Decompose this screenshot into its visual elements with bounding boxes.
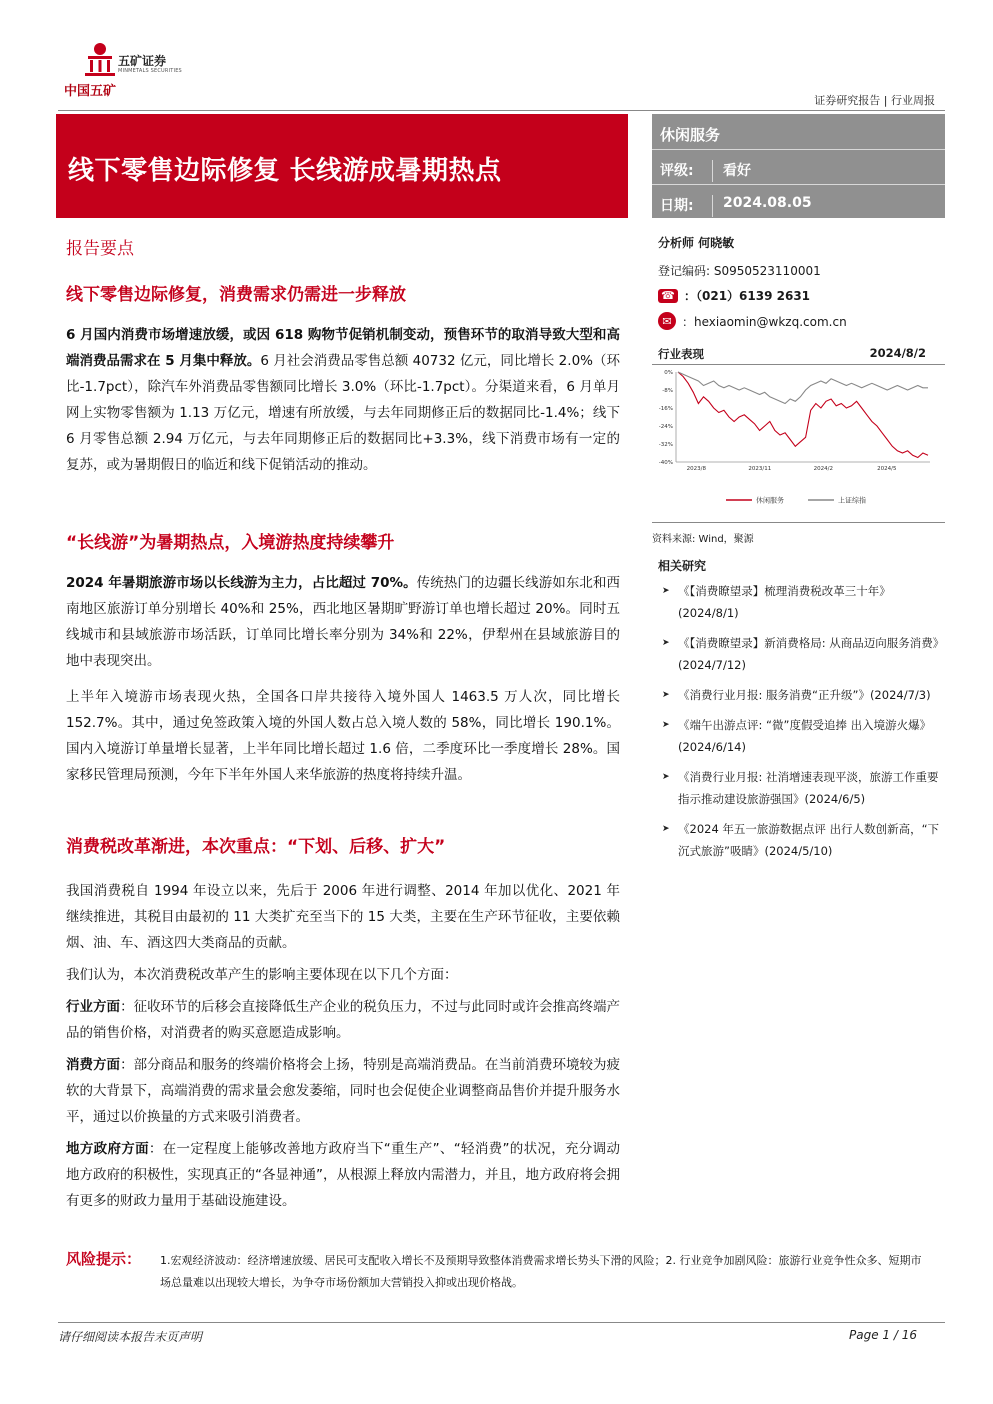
logo-group-name: 中国五矿 xyxy=(64,84,117,99)
consumer-impact-text: ：部分商品和服务的终端价格将会上扬，特别是高端消费品。在当前消费环境较为疲软的大背景下，高端消费的需求量会愈发萎缩，同时也会促使企业调整商品售价并提升服务水平，通过以价换量的方式来吸引消费者。 xyxy=(66,1057,621,1125)
local-gov-impact-text: ：在一定程度上能够改善地方政府当下“重生产”、“轻消费”的状况，充分调动地方政府的积极性，实现真正的“各显神通”，从根源上释放内需潜力，并且，地方政府将会拥有更多的财政力量用于基础设施建设。 xyxy=(66,1141,620,1209)
chart-series-line xyxy=(678,372,928,458)
paragraph-tax-impact-intro: 我们认为，本次消费税改革产生的影响主要体现在以下几个方面： xyxy=(66,967,458,983)
header-divider xyxy=(58,110,945,111)
chart-y-tick-label: -32% xyxy=(658,442,673,448)
company-logo xyxy=(62,40,222,100)
performance-date: 2024/8/2 xyxy=(869,346,926,360)
chart-y-tick-label: -8% xyxy=(662,388,673,394)
related-research-item[interactable] xyxy=(662,684,945,706)
chart-y-tick-label: 0% xyxy=(664,370,673,376)
industry-performance-chart xyxy=(652,366,945,516)
paragraph-tax-history: 我国消费税自 1994 年设立以来，先后于 2006 年进行调整、2014 年加以优化、2021 年继续推进，其税目由最初的 11 大类扩充至当下的 15 大类，主要在生产环节征收，主要依赖烟、油、车、酒这四大类商品的贡献。 xyxy=(66,883,620,951)
arrow-right-icon: ➤ xyxy=(662,690,670,700)
date-row xyxy=(652,184,945,218)
paragraph-retail-lead: 6 月国内消费市场增速放缓，或因 618 购物节促销机制变动，预售环节的取消导致大型和高端消费品需求在 5 月集中释放。 xyxy=(66,327,620,369)
paragraph-retail-body: 6 月社会消费品零售总额 40732 亿元，同比增长 2.0%（环比-1.7pct），除汽车外消费品零售额同比增长 3.0%（环比-1.7pct）。分渠道来看，6 月单月网上实物零售额为 1.13 万亿元，增速有所放缓，与去年同期修正后的数据同比-1.4%；线下 6 月零售总额 2.94 万亿元，与去年同期修正后的数据同比+3.3%，线下消费市场有一定的复苏，或为暑期假日的临近和线下促销活动的推动。 xyxy=(66,353,620,473)
chart-legend-label: 上证综指 xyxy=(838,496,866,505)
page-number: Page 1 / 16 xyxy=(849,1328,917,1342)
chart-source: 资料来源: Wind，聚源 xyxy=(652,534,754,545)
paragraph-retail xyxy=(66,322,620,478)
performance-header xyxy=(658,346,926,362)
chart-bottom-divider xyxy=(652,522,945,523)
industry-name: 休闲服务 xyxy=(660,126,721,144)
key-points-heading: 报告要点 xyxy=(66,239,134,259)
date-label: 日期: xyxy=(660,198,694,214)
risk-warning-text: 1.宏观经济波动：经济增速放缓、居民可支配收入增长不及预期导致整体消费需求增长势头下滑的风险；2. 行业竞争加剧风险：旅游行业竞争性众多、短期市场总量难以出现较大增长，为争夺市场份额加大营销投入抑或出现价格战。 xyxy=(160,1254,922,1289)
arrow-right-icon: ➤ xyxy=(662,586,670,596)
related-research-item[interactable] xyxy=(662,714,945,758)
paragraph-summer-travel-body: 传统热门的边疆长线游如东北和西南地区旅游订单分别增长 40%和 25%，西北地区暑期旷野游订单也增长超过 20%。同时五线城市和县域旅游市场活跃，订单同比增长率分别为 34%和 22%，伊犁州在县域旅游目的地中表现突出。 xyxy=(66,575,620,669)
analyst-phone xyxy=(658,287,810,304)
performance-divider xyxy=(652,364,945,365)
arrow-right-icon: ➤ xyxy=(662,720,670,730)
logo-brand-english: MINMETALS SECURITIES xyxy=(118,68,182,74)
report-type: 证券研究报告 | 行业周报 xyxy=(814,94,935,107)
footer-divider xyxy=(58,1322,945,1323)
local-gov-impact-label: 地方政府方面 xyxy=(66,1141,149,1157)
chart-y-tick-label: -40% xyxy=(658,460,673,466)
related-research-title: 《消费行业月报: 社消增速表现平淡，旅游工作重要指示推动建设旅游强国》(2024/6/5) xyxy=(678,770,939,806)
chart-x-tick-label: 2024/5 xyxy=(877,466,897,472)
rating-value: 看好 xyxy=(712,160,751,182)
analyst-email-address[interactable]: ：hexiaomin@wkzq.com.cn xyxy=(682,314,847,329)
section-heading-tax: 消费税改革渐进，本次重点：“下划、后移、扩大” xyxy=(66,837,446,857)
report-title: 线下零售边际修复 长线游成暑期热点 xyxy=(68,156,502,186)
analyst-email xyxy=(658,312,847,330)
analyst-name: 分析师 何晓敏 xyxy=(658,236,735,250)
rating-row xyxy=(652,149,945,183)
analyst-registration: 登记编码: S0950523110001 xyxy=(658,264,821,278)
related-research-title: 《消费行业月报: 服务消费“正升级”》(2024/7/3) xyxy=(678,688,931,702)
chart-x-tick-label: 2024/2 xyxy=(813,466,833,472)
chart-y-tick-label: -24% xyxy=(658,424,673,430)
minmetals-logo-icon xyxy=(80,40,120,78)
phone-icon: ☎ xyxy=(658,289,678,303)
paragraph-consumer-impact xyxy=(66,1052,620,1130)
email-icon: ✉ xyxy=(658,312,676,330)
arrow-right-icon: ➤ xyxy=(662,772,670,782)
paragraph-industry-impact xyxy=(66,994,620,1046)
section-heading-travel: “长线游”为暑期热点，入境游热度持续攀升 xyxy=(66,533,395,553)
chart-series-line xyxy=(678,372,928,404)
analyst-phone-number: ：（021）6139 2631 xyxy=(684,289,811,303)
risk-warning-label: 风险提示： xyxy=(66,1250,142,1268)
rating-box xyxy=(652,114,945,218)
footer-disclaimer-note: 请仔细阅读本报告末页声明 xyxy=(58,1330,203,1344)
related-research-title: 《2024 年五一旅游数据点评 出行人数创新高，“下沉式旅游”吸睛》(2024/5/10) xyxy=(678,822,940,858)
chart-x-tick-label: 2023/8 xyxy=(686,466,706,472)
chart-legend-label: 休闲服务 xyxy=(756,496,784,505)
paragraph-summer-travel-lead: 2024 年暑期旅游市场以长线游为主力，占比超过 70%。 xyxy=(66,575,417,591)
arrow-right-icon: ➤ xyxy=(662,824,670,834)
consumer-impact-label: 消费方面 xyxy=(66,1057,121,1073)
related-research-item[interactable] xyxy=(662,580,945,624)
related-research-title: 《端午出游点评: “微”度假受追捧 出入境游火爆》(2024/6/14) xyxy=(678,718,932,754)
title-banner xyxy=(56,114,628,218)
section-heading-retail: 线下零售边际修复，消费需求仍需进一步释放 xyxy=(66,285,406,305)
paragraph-inbound-travel: 上半年入境游市场表现火热，全国各口岸共接待入境外国人 1463.5 万人次，同比增长 152.7%。其中，通过免签政策入境的外国人数占总入境人数的 58%，同比增长 190.1%。国内入境游订单量增长显著，上半年同比增长超过 1.6 倍，二季度环比一季度增长 28%。国家移民管理局预测，今年下半年外国人来华旅游的热度将持续升温。 xyxy=(66,689,620,783)
related-research-item[interactable] xyxy=(662,766,945,810)
related-research-list xyxy=(662,580,945,870)
performance-title: 行业表现 xyxy=(658,347,704,361)
related-research-heading: 相关研究 xyxy=(658,559,707,573)
related-research-item[interactable] xyxy=(662,818,945,862)
logo-brand-name: 五矿证券 xyxy=(118,54,167,68)
paragraph-summer-travel xyxy=(66,570,620,674)
chart-y-tick-label: -16% xyxy=(658,406,673,412)
rating-label: 评级: xyxy=(660,163,694,179)
paragraph-local-gov-impact xyxy=(66,1136,620,1214)
related-research-title: 《【消费瞭望录】梳理消费税改革三十年》(2024/8/1) xyxy=(678,584,891,620)
date-value: 2024.08.05 xyxy=(712,195,812,217)
related-research-title: 《【消费瞭望录】新消费格局: 从商品迈向服务消费》(2024/7/12) xyxy=(678,636,945,672)
arrow-right-icon: ➤ xyxy=(662,638,670,648)
chart-x-tick-label: 2023/11 xyxy=(748,466,772,472)
industry-impact-text: ：征收环节的后移会直接降低生产企业的税负压力，不过与此同时或许会推高终端产品的销售价格，对消费者的购买意愿造成影响。 xyxy=(66,999,621,1041)
industry-impact-label: 行业方面 xyxy=(66,999,121,1015)
related-research-item[interactable] xyxy=(662,632,945,676)
industry-row xyxy=(652,114,945,148)
